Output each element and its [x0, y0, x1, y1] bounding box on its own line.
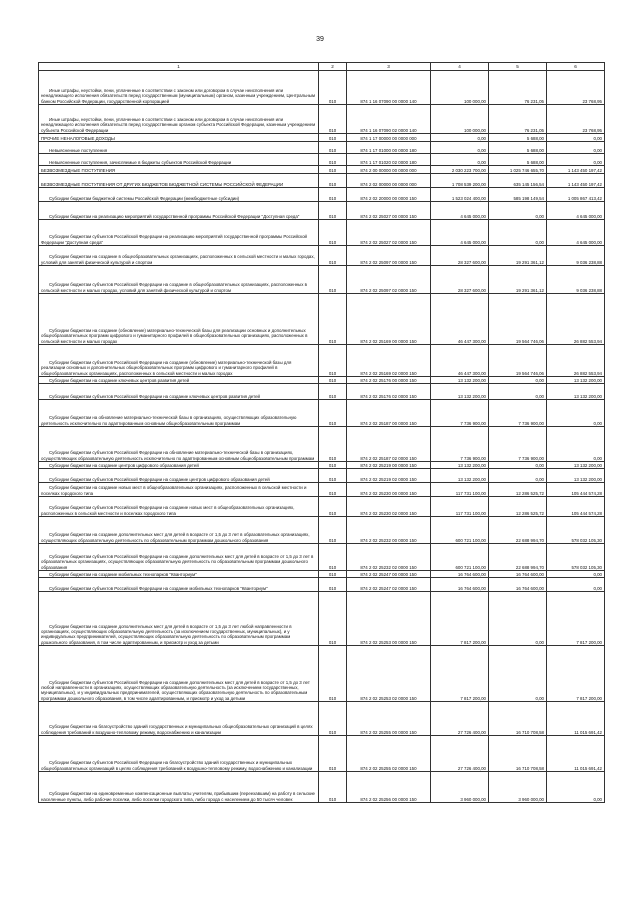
- row-name-cell: Субсидии бюджетам на единовременные компенсационные выплаты учителям, прибывшим (переехавшим) на работу в сельские населенные пункты, либо рабочие поселки, либо поселки городского типа, либо города с населением до 50 тысяч человек: [39, 772, 319, 803]
- row-code-cell: 010: [319, 736, 347, 772]
- row-code-cell: 010: [319, 497, 347, 517]
- executed-amount-cell: 22 688 994,70: [489, 517, 547, 544]
- row-code-cell: 010: [319, 202, 347, 220]
- unexecuted-amount-cell: 0,00: [547, 571, 605, 578]
- row-name-cell: Субсидии бюджетам субъектов Российской Федерации на создание ключевых центров развития детей: [39, 384, 319, 400]
- budget-code-cell: 874 2 02 00000 00 0000 000: [347, 174, 431, 188]
- approved-amount-cell: 13 132 200,00: [431, 377, 489, 384]
- executed-amount-cell: 16 710 708,58: [489, 702, 547, 736]
- approved-amount-cell: 3 960 000,00: [431, 772, 489, 803]
- row-code-cell: 010: [319, 400, 347, 427]
- table-row: [39, 142, 605, 154]
- unexecuted-amount-cell: 26 882 553,94: [547, 294, 605, 345]
- budget-income-table: [38, 62, 605, 803]
- table-row: [39, 544, 605, 571]
- row-code-cell: 010: [319, 166, 347, 174]
- approved-amount-cell: 2 030 223 700,00: [431, 166, 489, 174]
- approved-amount-cell: 1 523 024 400,00: [431, 188, 489, 202]
- approved-amount-cell: 600 721 100,00: [431, 517, 489, 544]
- budget-code-cell: 874 2 00 00000 00 0000 000: [347, 166, 431, 174]
- unexecuted-amount-cell: 578 032 105,30: [547, 517, 605, 544]
- budget-code-cell: 874 2 02 25027 02 0000 150: [347, 220, 431, 246]
- budget-code-cell: 874 1 17 01000 00 0000 180: [347, 142, 431, 154]
- approved-amount-cell: 16 764 600,00: [431, 578, 489, 592]
- table-row: [39, 294, 605, 345]
- approved-amount-cell: 0,00: [431, 134, 489, 142]
- row-code-cell: 010: [319, 246, 347, 266]
- row-name-cell: Субсидии бюджетам субъектов Российской Федерации на создание мобильных технопарков "Кванториум": [39, 578, 319, 592]
- approved-amount-cell: 13 132 200,00: [431, 469, 489, 483]
- row-name-cell: Субсидии бюджетам на создание ключевых центров развития детей: [39, 377, 319, 384]
- column-header: 6: [547, 63, 605, 71]
- row-name-cell: Невыясненные поступления, зачисляемые в бюджеты субъектов Российской Федерации: [39, 154, 319, 166]
- unexecuted-amount-cell: 578 032 105,30: [547, 544, 605, 571]
- row-code-cell: 010: [319, 646, 347, 702]
- approved-amount-cell: 7 736 900,00: [431, 427, 489, 462]
- budget-code-cell: 874 2 02 25097 00 0000 150: [347, 246, 431, 266]
- executed-amount-cell: 1 025 746 655,70: [489, 166, 547, 174]
- approved-amount-cell: 13 132 200,00: [431, 462, 489, 469]
- budget-code-cell: 874 2 02 25255 00 0000 150: [347, 702, 431, 736]
- unexecuted-amount-cell: 13 132 200,00: [547, 377, 605, 384]
- row-code-cell: 010: [319, 154, 347, 166]
- budget-code-cell: 874 2 02 25219 00 0000 150: [347, 462, 431, 469]
- row-name-cell: Субсидии бюджетам субъектов Российской Федерации на создание дополнительных мест для детей в возрасте от 1,5 до 3 лет в образовательных организациях, осуществляющих образовательную деятельность по образовательным программам дошкольного образования: [39, 544, 319, 571]
- row-name-cell: Субсидии бюджетам субъектов Российской Федерации на создание (обновление) материально-технической базы для реализации основных и дополнительных общеобразовательных программ цифрового и гуманитарного профилей в общеобразовательных организациях, расположенных в сельской местности и малых городах: [39, 345, 319, 377]
- row-code-cell: 010: [319, 220, 347, 246]
- unexecuted-amount-cell: 105 444 574,28: [547, 497, 605, 517]
- table-row: [39, 462, 605, 469]
- executed-amount-cell: 16 710 708,58: [489, 736, 547, 772]
- row-name-cell: БЕЗВОЗМЕЗДНЫЕ ПОСТУПЛЕНИЯ ОТ ДРУГИХ БЮДЖЕТОВ БЮДЖЕТНОЙ СИСТЕМЫ РОССИЙСКОЙ ФЕДЕРАЦИИ: [39, 174, 319, 188]
- table-row: [39, 571, 605, 578]
- row-code-cell: 010: [319, 592, 347, 646]
- table-row: [39, 483, 605, 497]
- approved-amount-cell: 28 327 600,00: [431, 266, 489, 294]
- budget-code-cell: 874 2 02 25187 00 0000 150: [347, 400, 431, 427]
- unexecuted-amount-cell: 9 036 238,88: [547, 266, 605, 294]
- budget-code-cell: 874 1 17 00000 00 0000 000: [347, 134, 431, 142]
- budget-code-cell: 874 2 02 25256 00 0000 150: [347, 772, 431, 803]
- budget-code-cell: 874 2 02 25097 02 0000 150: [347, 266, 431, 294]
- row-name-cell: Иные штрафы, неустойки, пени, уплаченные в соответствии с законом или договором в случае неисполнения или ненадлежащего исполнения обязательств перед государственным органом субъекта Российской Федерации, казенным учреждением субъекта Российской Федерации: [39, 105, 319, 134]
- column-header: 1: [39, 63, 319, 71]
- row-code-cell: 010: [319, 483, 347, 497]
- approved-amount-cell: 27 726 400,00: [431, 702, 489, 736]
- executed-amount-cell: 5 688,00: [489, 142, 547, 154]
- table-row: [39, 220, 605, 246]
- unexecuted-amount-cell: 26 882 553,94: [547, 345, 605, 377]
- approved-amount-cell: 117 731 100,00: [431, 497, 489, 517]
- unexecuted-amount-cell: 1 143 450 197,42: [547, 174, 605, 188]
- row-code-cell: 010: [319, 578, 347, 592]
- table-row: [39, 105, 605, 134]
- approved-amount-cell: 7 817 200,00: [431, 646, 489, 702]
- executed-amount-cell: 22 688 994,70: [489, 544, 547, 571]
- row-name-cell: Субсидии бюджетам субъектов Российской Федерации на создание дополнительных мест для детей в возрасте от 1,5 до 3 лет любой направленности в организациях, осуществляющих образовательную деятельность (за исключением государственных, муниципальных), и у индивидуальных предпринимателей, осуществляющих образовательную деятельность по образовательным программам дошкольного образования, в том числе адаптированным, и присмотр и уход за детьми: [39, 646, 319, 702]
- executed-amount-cell: 0,00: [489, 592, 547, 646]
- row-code-cell: 010: [319, 142, 347, 154]
- budget-code-cell: 874 2 02 25027 00 0000 150: [347, 202, 431, 220]
- row-code-cell: 010: [319, 462, 347, 469]
- approved-amount-cell: 7 736 900,00: [431, 400, 489, 427]
- unexecuted-amount-cell: 23 768,95: [547, 105, 605, 134]
- executed-amount-cell: 0,00: [489, 646, 547, 702]
- approved-amount-cell: 7 817 200,00: [431, 592, 489, 646]
- row-code-cell: 010: [319, 384, 347, 400]
- column-header: 3: [347, 63, 431, 71]
- row-code-cell: 010: [319, 427, 347, 462]
- unexecuted-amount-cell: 11 015 691,42: [547, 702, 605, 736]
- row-name-cell: Субсидии бюджетам на создание новых мест в общеобразовательных организациях, расположенных в сельской местности и поселках городского типа: [39, 483, 319, 497]
- unexecuted-amount-cell: 0,00: [547, 134, 605, 142]
- unexecuted-amount-cell: 13 132 200,00: [547, 384, 605, 400]
- executed-amount-cell: 16 764 600,00: [489, 578, 547, 592]
- approved-amount-cell: 4 645 000,00: [431, 202, 489, 220]
- unexecuted-amount-cell: 0,00: [547, 154, 605, 166]
- budget-code-cell: 874 2 02 20000 00 0000 150: [347, 188, 431, 202]
- unexecuted-amount-cell: 0,00: [547, 772, 605, 803]
- approved-amount-cell: 16 764 600,00: [431, 571, 489, 578]
- table-row: [39, 702, 605, 736]
- executed-amount-cell: 19 564 746,06: [489, 345, 547, 377]
- row-code-cell: 010: [319, 188, 347, 202]
- unexecuted-amount-cell: 13 132 200,00: [547, 462, 605, 469]
- executed-amount-cell: 12 286 525,72: [489, 483, 547, 497]
- row-name-cell: Субсидии бюджетам субъектов Российской Федерации на создание центров цифрового образования детей: [39, 469, 319, 483]
- row-code-cell: 010: [319, 71, 347, 105]
- unexecuted-amount-cell: 11 015 691,42: [547, 736, 605, 772]
- row-code-cell: 010: [319, 702, 347, 736]
- budget-code-cell: 874 2 02 25187 02 0000 150: [347, 427, 431, 462]
- unexecuted-amount-cell: 7 817 200,00: [547, 592, 605, 646]
- unexecuted-amount-cell: 0,00: [547, 578, 605, 592]
- table-row: [39, 154, 605, 166]
- row-name-cell: Иные штрафы, неустойки, пени, уплаченные в соответствии с законом или договором в случае неисполнения или ненадлежащего исполнения обязательств перед государственным (муниципальным) органом, казенным учреждением, Центральным банком Российской Федерации, государственной корпорацией: [39, 71, 319, 105]
- row-name-cell: Субсидии бюджетам субъектов Российской Федерации на создание новых мест в общеобразовательных организациях, расположенных в сельской местности и поселках городского типа: [39, 497, 319, 517]
- row-code-cell: 010: [319, 517, 347, 544]
- budget-code-cell: 874 1 17 01020 02 0000 180: [347, 154, 431, 166]
- table-row: [39, 202, 605, 220]
- unexecuted-amount-cell: 1 143 450 197,42: [547, 166, 605, 174]
- executed-amount-cell: 635 145 156,54: [489, 174, 547, 188]
- row-code-cell: 010: [319, 266, 347, 294]
- executed-amount-cell: 5 688,00: [489, 154, 547, 166]
- executed-amount-cell: 3 960 000,00: [489, 772, 547, 803]
- unexecuted-amount-cell: 105 444 574,28: [547, 483, 605, 497]
- row-name-cell: Субсидии бюджетам на создание мобильных технопарков "Кванториум": [39, 571, 319, 578]
- budget-code-cell: 874 2 02 25232 02 0000 150: [347, 544, 431, 571]
- budget-code-cell: 874 1 16 07090 00 0000 140: [347, 71, 431, 105]
- budget-code-cell: 874 2 02 25169 02 0000 150: [347, 345, 431, 377]
- executed-amount-cell: 7 736 900,00: [489, 400, 547, 427]
- approved-amount-cell: 13 132 200,00: [431, 384, 489, 400]
- row-name-cell: Субсидии бюджетам на благоустройство зданий государственных и муниципальных общеобразовательных организаций в целях соблюдения требований к воздушно-тепловому режиму, водоснабжению и канализации: [39, 702, 319, 736]
- executed-amount-cell: 76 231,05: [489, 105, 547, 134]
- row-name-cell: Субсидии бюджетам на создание дополнительных мест для детей в возрасте от 1,5 до 3 лет любой направленности в организациях, осуществляющих образовательную деятельность (за исключением государственных, муниципальных), и у индивидуальных предпринимателей, осуществляющих образовательную деятельность по образовательным программам дошкольного образования, в том числе адаптированным, и присмотр и уход за детьми: [39, 592, 319, 646]
- row-name-cell: Невыясненные поступления: [39, 142, 319, 154]
- table-row: [39, 646, 605, 702]
- budget-code-cell: 874 2 02 25230 02 0000 150: [347, 497, 431, 517]
- row-name-cell: Субсидии бюджетам на создание (обновление) материально-технической базы для реализации основных и дополнительных общеобразовательных программ цифрового и гуманитарного профилей в общеобразовательных организациях, расположенных в сельской местности и малых городах: [39, 294, 319, 345]
- row-name-cell: Субсидии бюджетам на создание в общеобразовательных организациях, расположенных в сельской местности и малых городах, условий для занятий физической культурой и спортом: [39, 246, 319, 266]
- row-name-cell: Субсидии бюджетам на создание центров цифрового образования детей: [39, 462, 319, 469]
- budget-code-cell: 874 2 02 25232 00 0000 150: [347, 517, 431, 544]
- unexecuted-amount-cell: 4 645 000,00: [547, 202, 605, 220]
- budget-code-cell: 874 2 02 25169 00 0000 150: [347, 294, 431, 345]
- approved-amount-cell: 1 708 539 200,00: [431, 174, 489, 188]
- table-row: [39, 736, 605, 772]
- budget-code-cell: 874 2 02 25253 02 0000 150: [347, 646, 431, 702]
- executed-amount-cell: 16 764 600,00: [489, 571, 547, 578]
- table-row: [39, 188, 605, 202]
- table-row: [39, 134, 605, 142]
- budget-code-cell: 874 2 02 25230 00 0000 150: [347, 483, 431, 497]
- budget-code-cell: 874 2 02 25176 02 0000 150: [347, 384, 431, 400]
- table-header-row: [39, 63, 605, 71]
- row-name-cell: БЕЗВОЗМЕЗДНЫЕ ПОСТУПЛЕНИЯ: [39, 166, 319, 174]
- executed-amount-cell: 5 688,00: [489, 134, 547, 142]
- table-row: [39, 592, 605, 646]
- approved-amount-cell: 28 327 600,00: [431, 246, 489, 266]
- table-row: [39, 71, 605, 105]
- table-row: [39, 772, 605, 803]
- row-code-cell: 010: [319, 377, 347, 384]
- table-row: [39, 400, 605, 427]
- table-row: [39, 266, 605, 294]
- unexecuted-amount-cell: 0,00: [547, 400, 605, 427]
- page-number: 39: [316, 36, 324, 43]
- table-row: [39, 384, 605, 400]
- column-header: 2: [319, 63, 347, 71]
- budget-code-cell: 874 2 02 25255 02 0000 150: [347, 736, 431, 772]
- row-name-cell: Субсидии бюджетам субъектов Российской Федерации на обновление материально-технической базы в организациях, осуществляющих образовательную деятельность исключительно по адаптированным основным общеобразовательным программам: [39, 427, 319, 462]
- row-name-cell: Субсидии бюджетам на создание дополнительных мест для детей в возрасте от 1,5 до 3 лет в образовательных организациях, осуществляющих образовательную деятельность по образовательным программам дошкольного образования: [39, 517, 319, 544]
- row-code-cell: 010: [319, 544, 347, 571]
- row-name-cell: ПРОЧИЕ НЕНАЛОГОВЫЕ ДОХОДЫ: [39, 134, 319, 142]
- column-header: 5: [489, 63, 547, 71]
- row-name-cell: Субсидии бюджетам субъектов Российской Федерации на реализацию мероприятий государственной программы Российской Федерации "Доступная среда": [39, 220, 319, 246]
- unexecuted-amount-cell: 7 817 200,00: [547, 646, 605, 702]
- approved-amount-cell: 100 000,00: [431, 105, 489, 134]
- row-code-cell: 010: [319, 772, 347, 803]
- executed-amount-cell: 12 286 525,72: [489, 497, 547, 517]
- approved-amount-cell: 46 447 300,00: [431, 294, 489, 345]
- executed-amount-cell: 0,00: [489, 220, 547, 246]
- table-row: [39, 174, 605, 188]
- approved-amount-cell: 27 726 400,00: [431, 736, 489, 772]
- table-row: [39, 497, 605, 517]
- executed-amount-cell: 0,00: [489, 469, 547, 483]
- table-row: [39, 469, 605, 483]
- table-row: [39, 427, 605, 462]
- executed-amount-cell: 19 564 746,06: [489, 294, 547, 345]
- executed-amount-cell: 76 231,05: [489, 71, 547, 105]
- table-row: [39, 517, 605, 544]
- budget-code-cell: 874 2 02 25247 02 0000 150: [347, 578, 431, 592]
- budget-code-cell: 874 2 02 25176 00 0000 150: [347, 377, 431, 384]
- approved-amount-cell: 46 447 300,00: [431, 345, 489, 377]
- executed-amount-cell: 0,00: [489, 384, 547, 400]
- approved-amount-cell: 0,00: [431, 154, 489, 166]
- unexecuted-amount-cell: 0,00: [547, 427, 605, 462]
- executed-amount-cell: 19 291 361,12: [489, 246, 547, 266]
- unexecuted-amount-cell: 13 132 200,00: [547, 469, 605, 483]
- row-name-cell: Субсидии бюджетам бюджетной системы Российской Федерации (межбюджетные субсидии): [39, 188, 319, 202]
- row-code-cell: 010: [319, 174, 347, 188]
- budget-code-cell: 874 2 02 25253 00 0000 150: [347, 592, 431, 646]
- unexecuted-amount-cell: 23 768,95: [547, 71, 605, 105]
- row-name-cell: Субсидии бюджетам субъектов Российской Федерации на создание в общеобразовательных организациях, расположенных в сельской местности и малых городах, условий для занятий физической культурой и спортом: [39, 266, 319, 294]
- unexecuted-amount-cell: 9 036 238,88: [547, 246, 605, 266]
- row-code-cell: 010: [319, 571, 347, 578]
- row-code-cell: 010: [319, 134, 347, 142]
- table-row: [39, 377, 605, 384]
- table-row: [39, 166, 605, 174]
- budget-code-cell: 874 2 02 25219 02 0000 150: [347, 469, 431, 483]
- row-code-cell: 010: [319, 294, 347, 345]
- approved-amount-cell: 600 721 100,00: [431, 544, 489, 571]
- unexecuted-amount-cell: 1 005 867 413,42: [547, 188, 605, 202]
- approved-amount-cell: 4 645 000,00: [431, 220, 489, 246]
- approved-amount-cell: 117 731 100,00: [431, 483, 489, 497]
- row-name-cell: Субсидии бюджетам субъектов Российской Федерации на благоустройство зданий государственных и муниципальных общеобразовательных организаций в целях соблюдения требований к воздушно-тепловому режиму, водоснабжению и канализации: [39, 736, 319, 772]
- column-header: 4: [431, 63, 489, 71]
- unexecuted-amount-cell: 4 645 000,00: [547, 220, 605, 246]
- row-code-cell: 010: [319, 105, 347, 134]
- executed-amount-cell: 19 291 361,12: [489, 266, 547, 294]
- executed-amount-cell: 0,00: [489, 377, 547, 384]
- row-name-cell: Субсидии бюджетам на обновление материально-технической базы в организациях, осуществляющих образовательную деятельность исключительно по адаптированным основным общеобразовательным программам: [39, 400, 319, 427]
- budget-code-cell: 874 1 16 07090 02 0000 140: [347, 105, 431, 134]
- executed-amount-cell: 0,00: [489, 202, 547, 220]
- row-code-cell: 010: [319, 469, 347, 483]
- approved-amount-cell: 0,00: [431, 142, 489, 154]
- unexecuted-amount-cell: 0,00: [547, 142, 605, 154]
- table-row: [39, 345, 605, 377]
- approved-amount-cell: 100 000,00: [431, 71, 489, 105]
- executed-amount-cell: 585 198 149,54: [489, 188, 547, 202]
- table-row: [39, 246, 605, 266]
- budget-code-cell: 874 2 02 25247 00 0000 150: [347, 571, 431, 578]
- executed-amount-cell: 7 736 900,00: [489, 427, 547, 462]
- executed-amount-cell: 0,00: [489, 462, 547, 469]
- row-name-cell: Субсидии бюджетам на реализацию мероприятий государственной программы Российской Федерации "Доступная среда": [39, 202, 319, 220]
- row-code-cell: 010: [319, 345, 347, 377]
- table-row: [39, 578, 605, 592]
